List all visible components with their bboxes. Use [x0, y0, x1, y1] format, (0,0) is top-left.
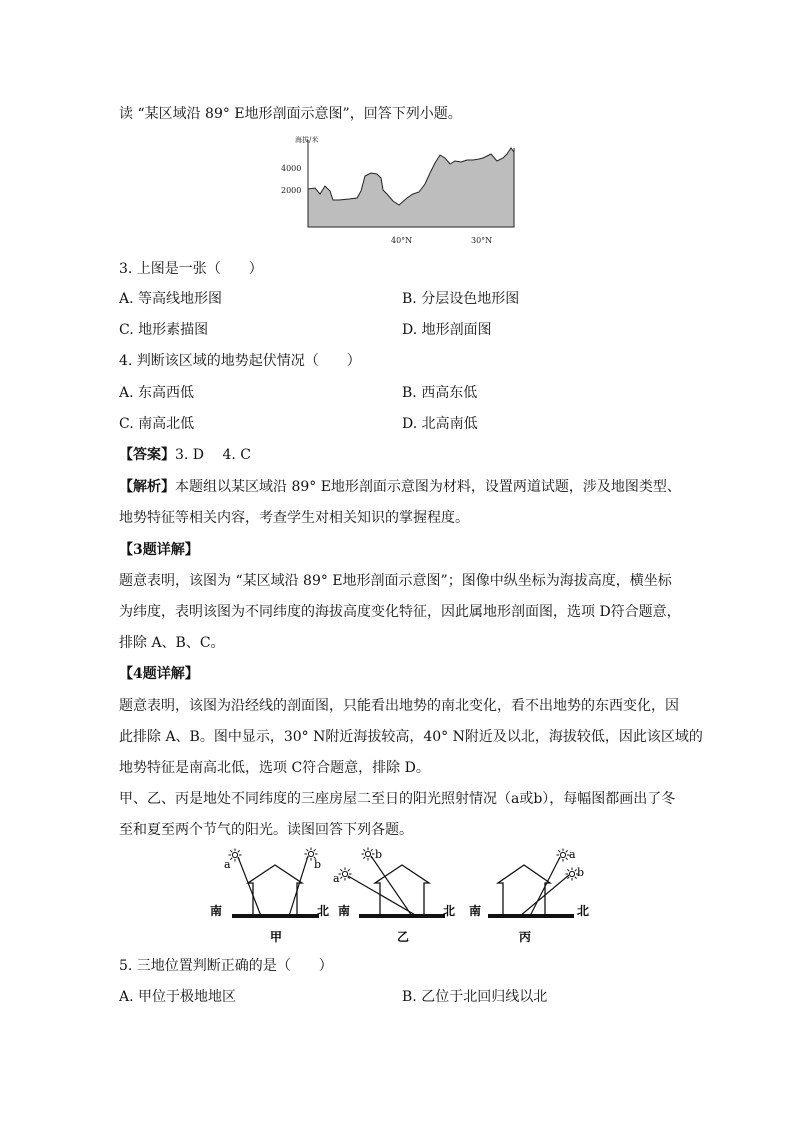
detail3-line-1: 题意表明，该图为 “某区域沿 89° E地形剖面示意图”；图像中纵坐标为海拔高度，横坐标: [119, 573, 672, 589]
x-tick-40n: 40°N: [391, 236, 413, 245]
sun-b-icon: [362, 848, 375, 861]
q4-option-b: B. 西高东低: [402, 385, 478, 401]
panel-jia: [210, 848, 329, 945]
stem2-line-2: 至和夏至两个节气的阳光。读图回答下列各题。: [119, 822, 413, 838]
house-outline: [498, 865, 550, 916]
detail3-line-2: 为纬度，表明该图为不同纬度的海拔高度变化特征，因此属地形剖面图，选项 D符合题意，: [119, 604, 681, 620]
label-a: a: [333, 872, 340, 885]
q3-option-d: D. 地形剖面图: [402, 322, 492, 338]
q3-stem: 3. 上图是一张（ ）: [119, 261, 263, 277]
sun-ray-a: [348, 876, 417, 916]
label-south: 南: [210, 904, 223, 918]
analysis-text-1: 本题组以某区域沿 89° E地形剖面示意图为材料，设置两道试题，涉及地图类型、: [175, 479, 681, 495]
x-tick-30n: 30°N: [471, 236, 493, 245]
intro-text: 读 “某区域沿 89° E地形剖面示意图”，回答下列小题。: [119, 106, 462, 122]
detail4-line-3: 地势特征是南高北低，选项 C符合题意，排除 D。: [119, 760, 430, 776]
panel-yi: [333, 848, 455, 945]
chart-ylabel: 海拔/米: [295, 136, 319, 144]
terrain-profile-chart: [275, 128, 525, 248]
q4-option-a: A. 东高西低: [119, 385, 195, 401]
stem2-line-1: 甲、乙、丙是地处不同纬度的三座房屋二至日的阳光照射情况（a或b），每幅图都画出了冬: [119, 791, 676, 807]
sun-ray-b: [289, 856, 308, 916]
label-a: a: [569, 848, 576, 861]
q3-option-b: B. 分层设色地形图: [402, 291, 520, 307]
detail4-line-1: 题意表明，该图为沿经线的剖面图，只能看出地势的南北变化，看不出地势的东西变化，因: [119, 698, 679, 714]
q4-option-c: C. 南高北低: [119, 416, 195, 432]
panel-name: 乙: [397, 930, 410, 944]
detail4-line-2: 此排除 A、B。图中显示，30° N附近海拔较高，40° N附近及以北，海拔较低，因此该区域的: [119, 729, 703, 745]
detail3-line-3: 排除 A、B、C。: [119, 635, 225, 651]
sun-ray-b: [371, 856, 412, 916]
sun-angle-diagram: [205, 843, 600, 948]
sun-ray-a: [238, 857, 261, 916]
analysis-line-1: [119, 478, 681, 496]
q4-option-d: D. 北高南低: [402, 416, 478, 432]
panel-name: 丙: [519, 930, 532, 944]
label-north: 北: [443, 904, 456, 918]
label-south: 南: [469, 904, 482, 918]
label-a: a: [224, 858, 231, 871]
answer-line: [119, 446, 251, 464]
y-tick-2000: 2000: [281, 186, 302, 195]
q3-option-a: A. 等高线地形图: [119, 291, 223, 307]
detail3-heading: 【3题详解】: [119, 542, 199, 558]
label-north: 北: [577, 904, 590, 918]
q5-option-b: B. 乙位于北回归线以北: [402, 989, 548, 1005]
answer-text: 3. D 4. C: [175, 447, 252, 463]
label-b: b: [577, 866, 585, 879]
q5-option-a: A. 甲位于极地地区: [119, 989, 237, 1005]
y-tick-4000: 4000: [281, 164, 302, 173]
sun-a-icon: [339, 868, 352, 881]
label-b: b: [375, 848, 383, 861]
sun-a-icon: [557, 849, 570, 862]
analysis-line-2: 地势特征等相关内容，考查学生对相关知识的掌握程度。: [119, 510, 469, 526]
house-outline: [248, 865, 302, 916]
q4-stem: 4. 判断该区域的地势起伏情况（ ）: [119, 353, 361, 369]
terrain-profile-area: [308, 148, 514, 227]
analysis-label: 【解析】: [119, 479, 175, 495]
label-north: 北: [317, 904, 330, 918]
detail4-heading: 【4题详解】: [119, 666, 199, 682]
panel-bing: [469, 848, 589, 944]
q5-stem: 5. 三地位置判断正确的是（ ）: [119, 958, 333, 974]
panel-name: 甲: [270, 930, 283, 944]
label-south: 南: [338, 904, 351, 918]
q3-option-c: C. 地形素描图: [119, 322, 209, 338]
answer-label: 【答案】: [119, 447, 175, 463]
label-b: b: [314, 858, 322, 871]
